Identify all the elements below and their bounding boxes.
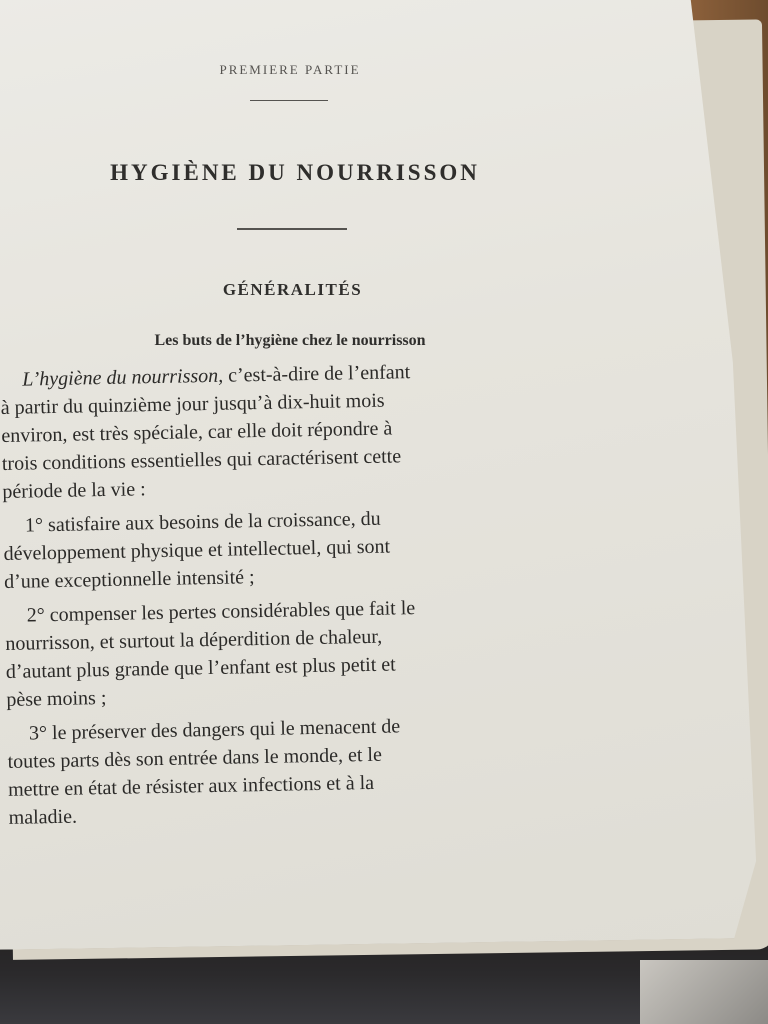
paragraph-3-line-1: 2° compenser les pertes considérables que fait le	[26, 597, 416, 627]
section-title: GÉNÉRALITÉS	[222, 280, 363, 299]
body-text	[0, 354, 649, 832]
paragraph-2-line-1: 1° satisfaire aux besoins de la croissance, du	[24, 507, 381, 537]
paragraph-1-line-3: environ, est très spéciale, car elle doit répondre à	[1, 417, 393, 447]
paragraph-1-line-5: période de la vie :	[2, 478, 146, 503]
part-title: PREMIERE PARTIE	[219, 62, 361, 77]
italic-term: L’hygiène du nourrisson,	[22, 364, 224, 391]
paragraph-2-line-2: développement physique et intellectuel, qui sont	[3, 535, 391, 565]
paragraph-3-line-2: nourrisson, et surtout la déperdition de chaleur,	[5, 625, 383, 655]
paragraph-4-line-3: mettre en état de résister aux infections et à la	[7, 771, 375, 801]
paragraph-1-line-4: trois conditions essentielles qui caractérisent cette	[1, 445, 402, 475]
paragraph-3-line-4: pèse moins ;	[6, 687, 107, 711]
paragraph-4-line-1: 3° le préserver des dangers qui le menacent de	[28, 715, 401, 745]
main-title: HYGIÈNE DU NOURRISSON	[110, 160, 480, 185]
paragraph-3-line-3: d’autant plus grande que l’enfant est plus petit et	[5, 653, 396, 683]
paragraph-4-line-2: toutes parts dès son entrée dans le monde, et le	[7, 743, 383, 773]
paragraph-2-line-3: d’une exceptionnelle intensité ;	[3, 566, 255, 593]
paragraph-4-line-4: maladie.	[8, 805, 78, 829]
subsection-title: Les buts de l’hygiène chez le nourrisson	[154, 332, 426, 349]
part-title-rule	[250, 100, 328, 101]
paragraph-1-line-2: à partir du quinzième jour jusqu’à dix-huit mois	[0, 389, 385, 419]
text-span: c’est-à-dire de l’enfant	[222, 361, 411, 387]
main-title-rule	[237, 228, 347, 230]
